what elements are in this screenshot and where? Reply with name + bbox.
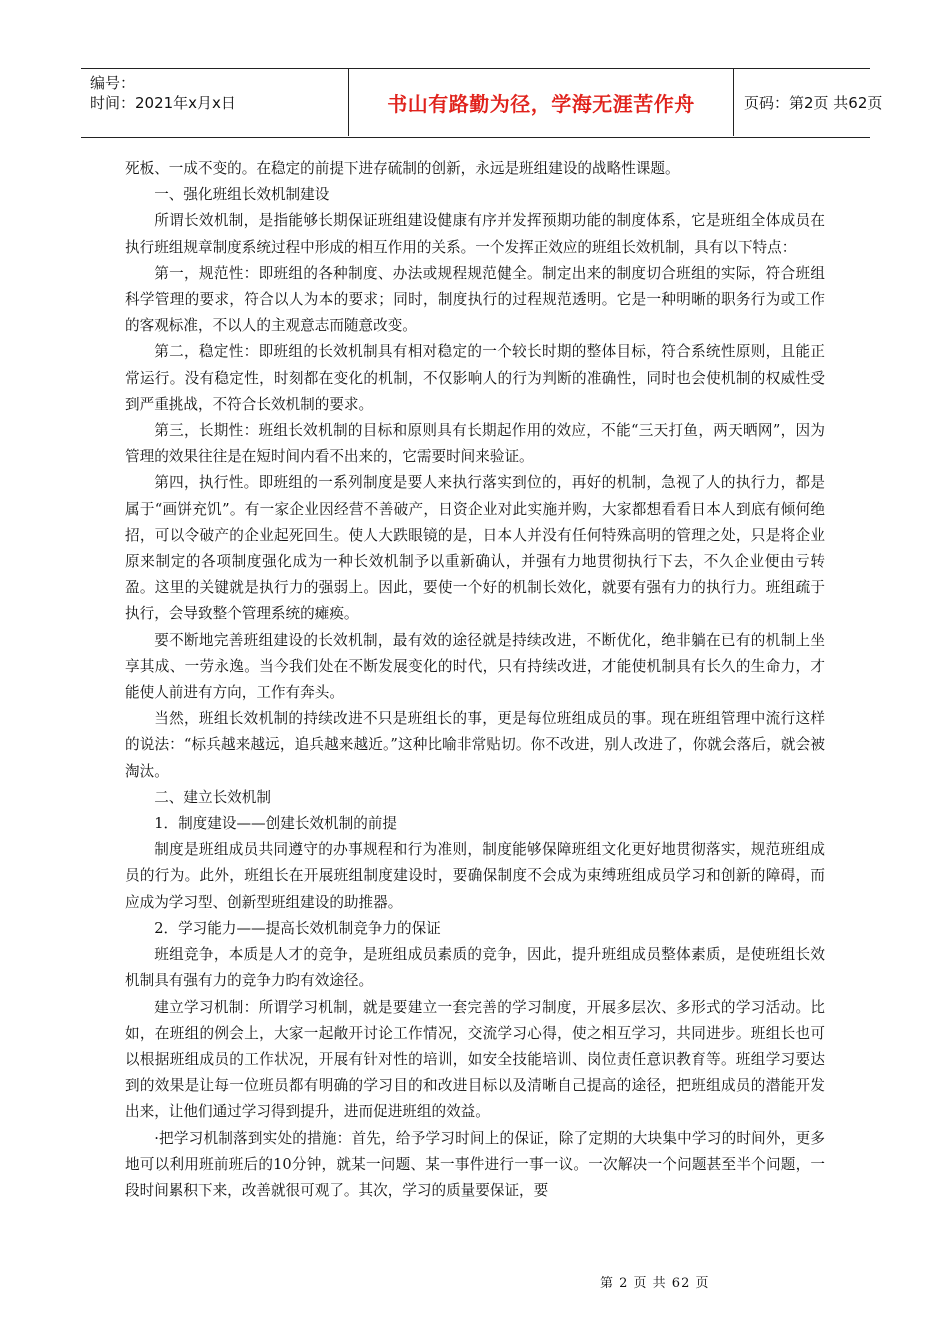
paragraph: 所谓长效机制，是指能够长期保证班组建设健康有序并发挥预期功能的制度体系，它是班组全体成员在执行班组规章制度系统过程中形成的相互作用的关系。一个发挥正效应的班组长效机制，具有以下特点： [125,212,825,256]
paragraph: 建立学习机制：所谓学习机制，就是要建立一套完善的学习制度，开展多层次、多形式的学习活动。比如，在班组的例会上，大家一起敞开讨论工作情况，交流学习心得，使之相互学习，共同进步。班组长也可以根据班组成员的工作状况，开展有针对性的培训，如安全技能培训、岗位责任意识教育等。班组学习要达到的效果是让每一位班员都有明确的学习目的和改进目标以及清晰自己提高的途径，把班组成员的潜能开发出来，让他们通过学习得到提升，进而促进班组的效益。 [125,998,825,1121]
header-page-number: 页码：第2页 共62页 [744,94,883,112]
header-motto-box [348,69,734,136]
paragraph: ·把学习机制落到实处的措施：首先，给予学习时间上的保证，除了定期的大块集中学习的时间外，更多地可以利用班前班后的10分钟，就某一问题、某一事件进行一事一议。一次解决一个问题甚至半个问题，一段时间累积下来，改善就很可观了。其次，学习的质量要保证，要 [125,1129,825,1199]
subsection-heading: 1．制度建设——创建长效机制的前提 [154,815,397,833]
paragraph: 死板、一成不变的。在稳定的前提下进存硫制的创新，永远是班组建设的战略性课题。 [125,160,680,177]
header-meta [90,73,270,113]
paragraph: 第二，稳定性：即班组的长效机制具有相对稳定的一个较长时期的整体目标，符合系统性原则，且能正常运行。没有稳定性，时刻都在变化的机制，不仅影响人的行为判断的准确性，同时也会使机制的权威性受到严重挑战，不符合长效机制的要求。 [125,343,825,413]
document-date-label: 时间：2021年x月x日 [90,94,236,112]
paragraph: 第四，执行性。即班组的一系列制度是要人来执行落实到位的，再好的机制，急视了人的执行力，都是属于“画饼充饥”。有一家企业因经营不善破产，日资企业对此实施并购，大家都想看看日本人到底有倾何绝招，可以令破产的企业起死回生。使人大跌眼镜的是，日本人并没有任何特殊高明的管理之处，只是将企业原来制定的各项制度强化成为一种长效机制予以重新确认，并强有力地贯彻执行下去，不久企业便由亏转盈。这里的关键就是执行力的强弱上。因此，要使一个好的机制长效化，就要有强有力的执行力。班组疏于执行，会导致整个管理系统的瘫痪。 [125,474,825,623]
subsection-heading: 2．学习能力——提高长效机制竞争力的保证 [154,919,441,937]
page-header [81,68,883,138]
paragraph: 班组竞争，本质是人才的竞争，是班组成员素质的竞争，因此，提升班组成员整体素质，是使班组长效机制具有强有力的竞争力昀有效途径。 [125,946,825,990]
document-body [125,156,825,1204]
section-heading: 一、强化班组长效机制建设 [154,186,330,204]
header-motto: 书山有路勤为径，学海无涯苦作舟 [387,92,695,116]
paragraph: 第一，规范性：即班组的各种制度、办法或规程规范健全。制定出来的制度切合班组的实际，符合班组科学管理的要求，符合以人为本的要求；同时，制度执行的过程规范透明。它是一种明晰的职务行为或工作的客观标准，不以人的主观意志而随意改变。 [125,264,825,335]
section-heading: 二、建立长效机制 [154,788,271,806]
paragraph: 制度是班组成员共同遵守的办事规程和行为准则，制度能够保障班组文化更好地贯彻落实，规范班组成员的行为。此外，班组长在开展班组制度建设时，要确保制度不会成为束缚班组成员学习和创新的障碍，而应成为学习型、创新型班组建设的助推器。 [125,841,825,911]
paragraph: 当然，班组长效机制的持续改进不只是班组长的事，更是每位班组成员的事。现在班组管理中流行这样的说法：“标兵越来越远，追兵越来越近。”这种比喻非常贴切。你不改进，别人改进了，你就会落后，就会被淘汰。 [125,710,825,780]
document-number-label: 编号： [90,74,136,92]
page-footer: 第 2 页 共 62 页 [600,1276,710,1291]
paragraph: 第三，长期性：班组长效机制的目标和原则具有长期起作用的效应，不能“三天打鱼，两天晒网”，因为管理的效果往往是在短时间内看不出来的，它需要时间来验证。 [125,422,825,466]
paragraph: 要不断地完善班组建设的长效机制，最有效的途径就是持续改进，不断优化，绝非躺在已有的机制上坐享其成、一劳永逸。当今我们处在不断发展变化的时代，只有持续改进，才能使机制具有长久的生命力，才能使人前进有方向，工作有奔头。 [125,631,825,702]
